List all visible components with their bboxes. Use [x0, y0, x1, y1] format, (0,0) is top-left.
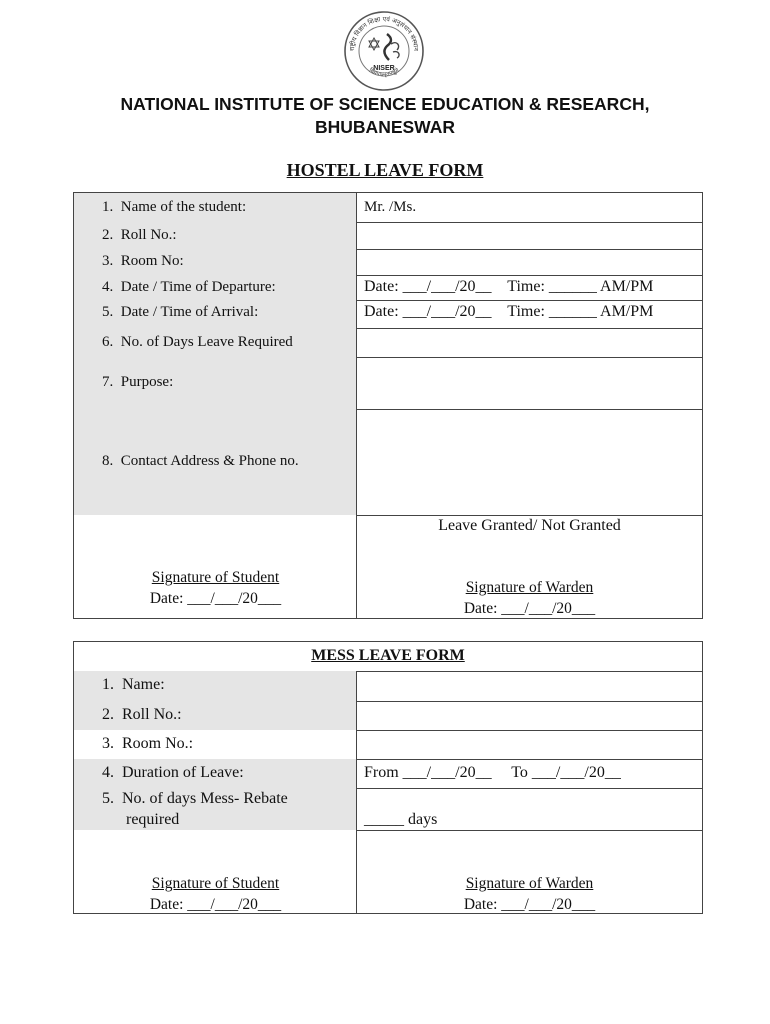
mess-row-roll [74, 701, 702, 730]
hostel-signature-row [74, 515, 702, 618]
mess-warden-date[interactable]: Date: ___/___/20___ [463, 896, 596, 913]
hostel-label-room: 3. Room No: [102, 253, 184, 269]
hostel-label-roll: 2. Roll No.: [102, 227, 177, 243]
mess-field-duration[interactable]: From ___/___/20__ To ___/___/20__ [364, 764, 621, 781]
hostel-label-departure: 4. Date / Time of Departure: [102, 279, 276, 295]
mess-row-name [74, 671, 702, 701]
logo-hindi-bottom: विद्ययाऽमृतमश्नुते [367, 67, 401, 78]
hostel-warden-signature[interactable]: Signature of Warden [465, 579, 594, 596]
hostel-field-name[interactable]: Mr. /Ms. [364, 199, 417, 215]
mess-label-duration: 4. Duration of Leave: [102, 764, 244, 781]
hostel-label-arrival: 5. Date / Time of Arrival: [102, 304, 259, 320]
hostel-label-contact: 8. Contact Address & Phone no. [102, 453, 299, 469]
hostel-student-signature[interactable]: Signature of Student [151, 569, 280, 586]
hostel-label-days: 6. No. of Days Leave Required [102, 334, 293, 350]
mess-row-duration [74, 759, 702, 788]
mess-row-rebate [74, 788, 702, 830]
mess-row-room [74, 730, 702, 759]
hostel-field-days[interactable] [357, 328, 702, 357]
hostel-field-roll[interactable] [357, 222, 702, 249]
mess-leave-table [73, 641, 703, 914]
hostel-label-name: 1. Name of the student: [102, 199, 247, 215]
mess-label-roll: 2. Roll No.: [102, 706, 182, 723]
mess-label-room: 3. Room No.: [102, 735, 194, 752]
hostel-form-title: HOSTEL LEAVE FORM [286, 160, 484, 180]
mess-student-date[interactable]: Date: ___/___/20___ [149, 896, 282, 913]
mess-field-room[interactable] [357, 730, 702, 759]
hostel-field-arrival[interactable]: Date: ___/___/20__ Time: ______ AM/PM [364, 303, 654, 320]
hostel-row-days [74, 328, 702, 357]
niser-logo [343, 10, 425, 92]
hostel-field-contact[interactable] [357, 409, 702, 515]
mess-field-roll[interactable] [357, 701, 702, 730]
logo-hindi-top: राष्ट्रीय विज्ञान शिक्षा एवं अनुसंधान संस्थान [348, 15, 420, 52]
mess-warden-signature[interactable]: Signature of Warden [465, 875, 594, 892]
hostel-row-purpose [74, 357, 702, 409]
hostel-field-room[interactable] [357, 249, 702, 275]
leave-decision: Leave Granted/ Not Granted [438, 517, 621, 534]
institute-name-line1: NATIONAL INSTITUTE OF SCIENCE EDUCATION & RESEARCH, [120, 94, 650, 114]
hostel-row-departure [74, 275, 702, 300]
hostel-row-room [74, 249, 702, 275]
hostel-field-purpose[interactable] [357, 357, 702, 409]
mess-label-rebate-cont: required [126, 811, 180, 828]
hostel-leave-table [73, 192, 703, 619]
hostel-row-contact [74, 409, 702, 515]
hostel-warden-date[interactable]: Date: ___/___/20___ [463, 600, 596, 617]
mess-title-row [74, 642, 702, 671]
hostel-row-roll [74, 222, 702, 249]
mess-field-rebate[interactable]: _____ days [364, 811, 438, 828]
institute-name-line2: BHUBANESWAR [315, 117, 455, 137]
hostel-row-arrival [74, 300, 702, 328]
mess-form-title: MESS LEAVE FORM [311, 647, 465, 664]
mess-student-signature[interactable]: Signature of Student [151, 875, 280, 892]
logo-abbr: NISER [373, 65, 395, 72]
hostel-student-date[interactable]: Date: ___/___/20___ [149, 590, 282, 607]
hostel-label-purpose: 7. Purpose: [102, 374, 174, 390]
hostel-field-departure[interactable]: Date: ___/___/20__ Time: ______ AM/PM [364, 278, 654, 295]
mess-signature-row [74, 830, 702, 913]
hostel-row-name [74, 193, 702, 222]
mess-label-rebate: 5. No. of days Mess- Rebate [102, 790, 288, 807]
mess-field-name[interactable] [357, 671, 702, 701]
mess-label-name: 1. Name: [102, 676, 165, 693]
